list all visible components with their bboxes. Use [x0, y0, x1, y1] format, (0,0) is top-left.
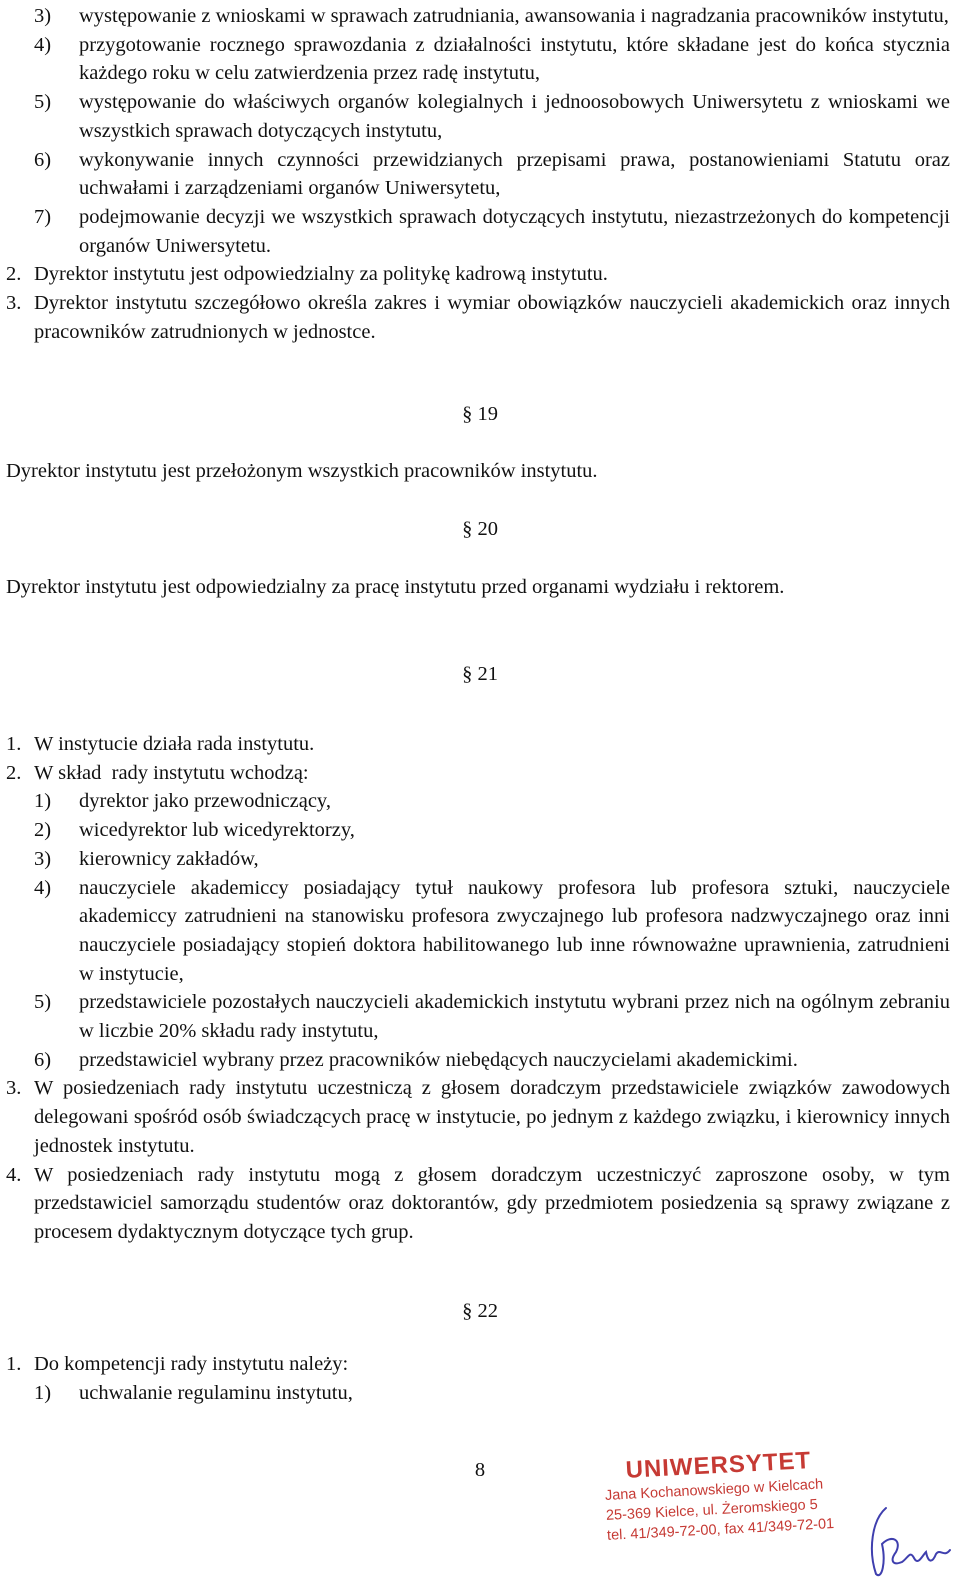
paragraph-number: 3.	[6, 292, 22, 315]
list-item	[6, 787, 950, 816]
paragraph-number: 3.	[6, 1077, 22, 1100]
list-item	[6, 1046, 950, 1075]
paragraph-number: 4.	[6, 1163, 22, 1186]
paragraph-text: Dyrektor instytutu jest odpowiedzialny za politykę kadrową instytutu.	[34, 263, 608, 286]
section-19-text: Dyrektor instytutu jest przełożonym wszystkich pracowników instytutu.	[6, 460, 598, 482]
list-item-text: kierownicy zakładów,	[79, 847, 259, 870]
list-item-number: 6)	[34, 148, 52, 171]
section-21-body	[6, 730, 950, 1247]
stamp-title: UNIWERSYTET	[624, 1447, 812, 1484]
stamp-line: Jana Kochanowskiego w Kielcach	[604, 1476, 824, 1504]
list-item-number: 1)	[34, 1381, 52, 1404]
numbered-paragraph	[6, 759, 950, 788]
list-item-number: 2)	[34, 819, 52, 842]
list-item-number: 3)	[34, 847, 52, 870]
paragraph-number: 2.	[6, 263, 22, 286]
section-heading-19: § 19	[462, 403, 498, 425]
numbered-paragraph	[6, 260, 950, 289]
list-item-number: 7)	[34, 205, 52, 228]
list-item-text: występowanie z wnioskami w sprawach zatrudniania, awansowania i nagradzania pracowników instytutu,	[79, 5, 949, 27]
list-item	[6, 31, 950, 88]
list-item	[6, 816, 950, 845]
list-item-text: wykonywanie innych czynności przewidzianych przepisami prawa, postanowieniami Statutu oraz uchwałami i zarządzeniami organów Uniwersytetu,	[79, 148, 950, 200]
numbered-paragraph	[6, 730, 950, 759]
list-item	[6, 874, 950, 989]
paragraph-text: Do kompetencji rady instytutu należy:	[34, 1353, 349, 1375]
director-duties-list	[6, 2, 950, 346]
paragraph-text: W posiedzeniach rady instytutu mogą z głosem doradczym uczestniczyć zaproszone osoby, w tym przedstawiciel samorządu studentów oraz doktorantów, gdy przedmiotem posiedzenia są sprawy związane z procesem dydaktycznym dotyczące tych grup.	[34, 1163, 950, 1243]
list-item	[6, 988, 950, 1045]
stamp-line: 25-369 Kielce, ul. Żeromskiego 5	[605, 1496, 819, 1524]
university-stamp	[603, 1445, 857, 1546]
list-item-text: wicedyrektor lub wicedyrektorzy,	[79, 819, 355, 842]
paragraph-text: W skład rady instytutu wchodzą:	[34, 761, 309, 784]
list-item-text: podejmowanie decyzji we wszystkich sprawach dotyczących instytutu, niezastrzeżonych do kompetencji organów Uniwersytetu.	[79, 205, 950, 257]
section-22-body	[6, 1350, 950, 1407]
list-item-number: 3)	[34, 5, 52, 27]
list-item	[6, 146, 950, 203]
paragraph-text: Dyrektor instytutu szczegółowo określa zakres i wymiar obowiązków nauczycieli akademickich oraz innych pracowników zatrudnionych w jednostce.	[34, 292, 950, 343]
list-item-text: występowanie do właściwych organów kolegialnych i jednoosobowych Uniwersytetu z wnioskami we wszystkich sprawach dotyczących instytutu,	[79, 91, 950, 142]
stamp-line: tel. 41/349-72-00, fax 41/349-72-01	[606, 1516, 835, 1544]
list-item-text: nauczyciele akademiccy posiadający tytuł naukowy profesora lub profesora sztuki, nauczyciele akademiccy zatrudnieni na stanowisku profesora zwyczajnego lub profesora nadzwyczajnego oraz inni nauczyciele posiadający stopień doktora habilitowanego lub inne równoważne uprawnienia, zatrudnieni w instytucie,	[79, 876, 950, 985]
paragraph-text: W instytucie działa rada instytutu.	[34, 733, 315, 755]
list-item	[6, 1379, 950, 1408]
list-item	[6, 88, 950, 145]
numbered-paragraph	[6, 1074, 950, 1160]
list-item	[6, 845, 950, 874]
page-number: 8	[474, 1459, 486, 1481]
list-item	[6, 203, 950, 260]
list-item-number: 5)	[34, 991, 52, 1014]
list-item-text: przygotowanie rocznego sprawozdania z działalności instytutu, które składane jest do końca stycznia każdego roku w celu zatwierdzenia przez radę instytutu,	[79, 33, 950, 85]
list-item-number: 1)	[34, 790, 52, 813]
paragraph-text: W posiedzeniach rady instytutu uczestniczą z głosem doradczym przedstawiciele związków zawodowych delegowani spośród osób świadczących pracę w instytucie, po jednym z każdego związku, i kierownicy innych jednostek instytutu.	[34, 1077, 950, 1157]
handwritten-signature	[862, 1500, 952, 1580]
list-item-number: 5)	[34, 91, 52, 114]
section-heading-21: § 21	[462, 663, 498, 685]
numbered-paragraph	[6, 1161, 950, 1247]
list-item-text: przedstawiciele pozostałych nauczycieli akademickich instytutu wybrani przez nich na ogólnym zebraniu w liczbie 20% składu rady instytutu,	[79, 991, 950, 1043]
list-item-text: przedstawiciel wybrany przez pracowników niebędących nauczycielami akademickimi.	[79, 1048, 798, 1071]
paragraph-number: 2.	[6, 761, 22, 784]
list-item-text: uchwalanie regulaminu instytutu,	[79, 1381, 353, 1404]
numbered-paragraph	[6, 289, 950, 346]
list-item	[6, 2, 950, 31]
list-item-text: dyrektor jako przewodniczący,	[79, 790, 331, 813]
list-item-number: 6)	[34, 1048, 52, 1071]
section-20-text: Dyrektor instytutu jest odpowiedzialny za pracę instytutu przed organami wydziału i rektorem.	[6, 576, 785, 598]
section-heading-22: § 22	[462, 1300, 498, 1322]
paragraph-number: 1.	[6, 733, 22, 755]
signature-stroke	[872, 1508, 950, 1575]
paragraph-number: 1.	[6, 1353, 22, 1375]
list-item-number: 4)	[34, 33, 52, 56]
section-heading-20: § 20	[462, 518, 498, 540]
list-item-number: 4)	[34, 876, 52, 899]
numbered-paragraph	[6, 1350, 950, 1379]
